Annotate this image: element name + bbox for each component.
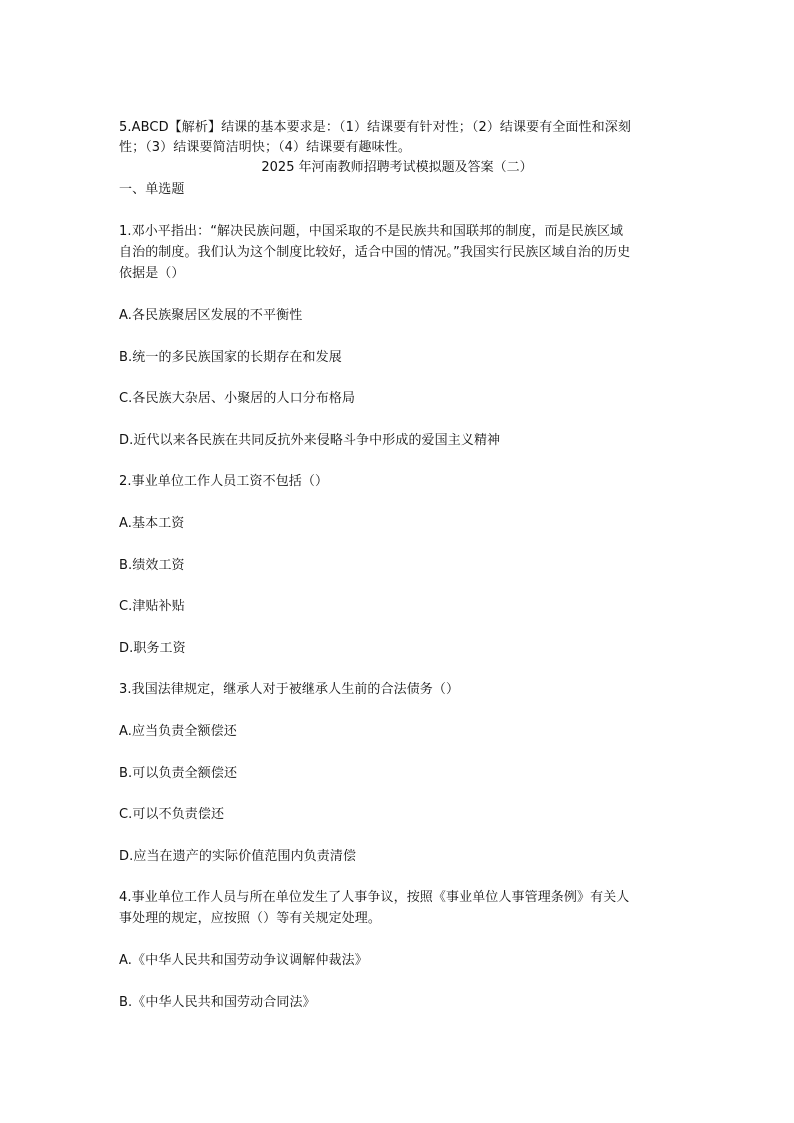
question-1-option-d: D.近代以来各民族在共同反抗外来侵略斗争中形成的爱国主义精神 bbox=[119, 433, 501, 448]
question-1-stem-line-1: 1.邓小平指出：“解决民族问题，中国采取的不是民族共和国联邦的制度，而是民族区域 bbox=[119, 224, 624, 239]
question-2-stem-line-1: 2.事业单位工作人员工资不包括（） bbox=[119, 474, 329, 489]
question-3-option-c: C.可以不负责偿还 bbox=[119, 807, 225, 822]
question-3-option-d: D.应当在遗产的实际价值范围内负责清偿 bbox=[119, 849, 357, 864]
question-4-option-b: B.《中华人民共和国劳动合同法》 bbox=[119, 995, 316, 1010]
question-2-option-d: D.职务工资 bbox=[119, 641, 186, 656]
question-2-option-b: B.绩效工资 bbox=[119, 558, 185, 573]
question-4-option-a: A.《中华人民共和国劳动争议调解仲裁法》 bbox=[119, 953, 368, 968]
question-3-stem-line-1: 3.我国法律规定，继承人对于被继承人生前的合法债务（） bbox=[119, 682, 460, 697]
question-1-stem-line-3: 依据是（） bbox=[119, 266, 185, 281]
prev-answer-line-2: 性；（3）结课要简洁明快；（4）结课要有趣味性。 bbox=[119, 140, 411, 155]
section-heading: 一、单选题 bbox=[119, 182, 185, 197]
question-4-stem-line-1: 4.事业单位工作人员与所在单位发生了人事争议，按照《事业单位人事管理条例》有关人 bbox=[119, 890, 630, 905]
question-2-option-c: C.津贴补贴 bbox=[119, 599, 185, 614]
question-3-option-b: B.可以负责全额偿还 bbox=[119, 766, 238, 781]
question-1-option-c: C.各民族大杂居、小聚居的人口分布格局 bbox=[119, 391, 356, 406]
document-title: 2025 年河南教师招聘考试模拟题及答案（二） bbox=[261, 160, 533, 175]
question-3-option-a: A.应当负责全额偿还 bbox=[119, 724, 237, 739]
prev-answer-line-1: 5.ABCD【解析】结课的基本要求是：（1）结课要有针对性；（2）结课要有全面性和深刻 bbox=[119, 120, 631, 135]
question-2-option-a: A.基本工资 bbox=[119, 516, 185, 531]
question-1-stem-line-2: 自治的制度。我们认为这个制度比较好，适合中国的情况。”我国实行民族区域自治的历史 bbox=[119, 245, 631, 260]
question-1-option-a: A.各民族聚居区发展的不平衡性 bbox=[119, 308, 303, 323]
question-4-stem-line-2: 事处理的规定，应按照（）等有关规定处理。 bbox=[119, 911, 382, 926]
question-1-option-b: B.统一的多民族国家的长期存在和发展 bbox=[119, 350, 342, 365]
